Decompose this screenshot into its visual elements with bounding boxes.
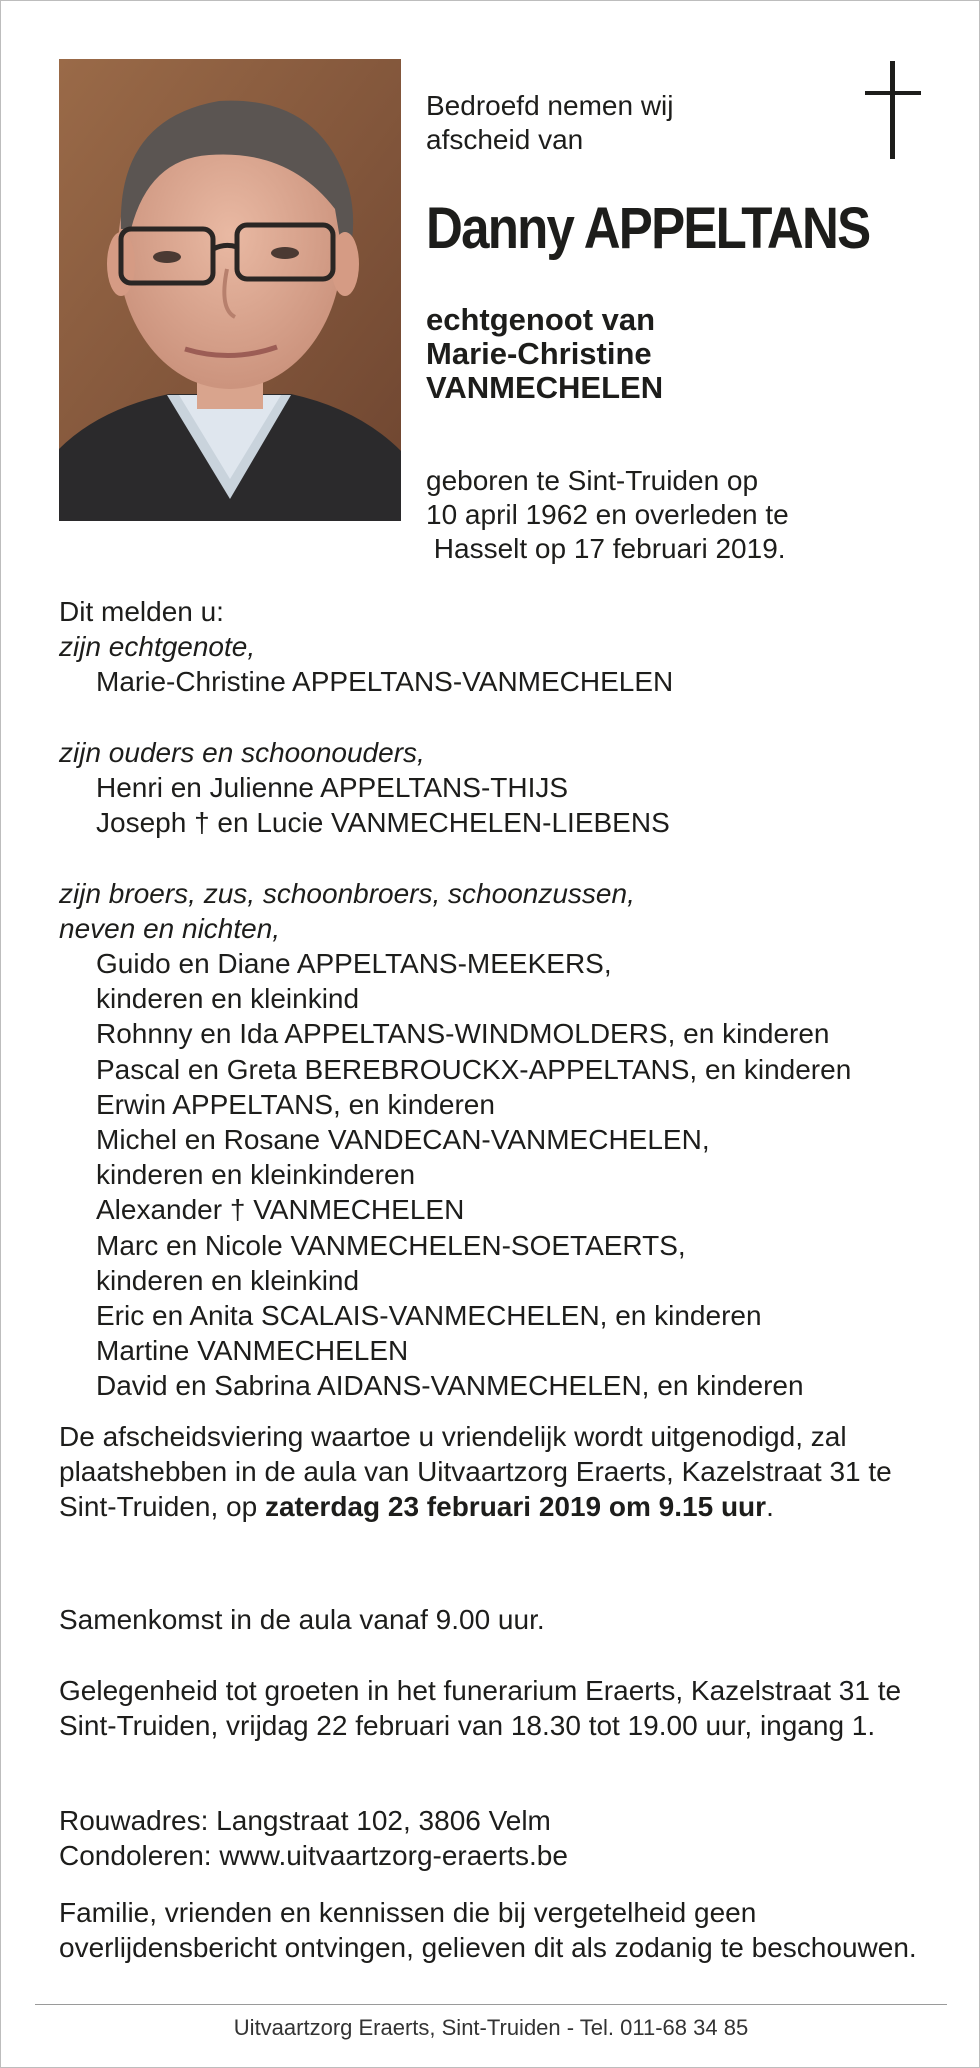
intro-text — [426, 89, 826, 157]
family-group-label: zijn echtgenote, — [59, 631, 256, 663]
family-list — [59, 594, 949, 1404]
family-heading: Dit melden u: — [59, 596, 224, 627]
family-member: kinderen en kleinkind — [96, 983, 360, 1015]
contact-paragraph — [59, 1803, 939, 1873]
family-member: Guido en Diane APPELTANS-MEEKERS, — [96, 948, 612, 979]
gathering-paragraph: Samenkomst in de aula vanaf 9.00 uur. — [59, 1604, 545, 1635]
family-member: Eric en Anita SCALAIS-VANMECHELEN, en kinderen — [96, 1300, 762, 1332]
family-member: Erwin APPELTANS, en kinderen — [96, 1088, 495, 1120]
intro-line: afscheid van — [426, 124, 584, 155]
family-member: Alexander † VANMECHELEN — [96, 1194, 465, 1226]
deceased-name: Danny APPELTANS — [426, 196, 870, 261]
ceremony-text: De afscheidsviering waartoe u vriendelijk wordt uitgenodigd, zal plaatshebben in de aula van Uitvaartzorg Eraerts, Kazelstraat 31 te Sint-Truiden, op — [59, 1421, 892, 1523]
family-member: Marc en Nicole VANMECHELEN-SOETAERTS, — [96, 1229, 686, 1261]
spouse-line: VANMECHELEN — [426, 370, 664, 405]
family-member: Marie-Christine APPELTANS-VANMECHELEN — [96, 666, 674, 698]
family-member: Michel en Rosane VANDECAN-VANMECHELEN, — [96, 1124, 710, 1156]
ceremony-paragraph — [59, 1419, 939, 1525]
family-group-label: zijn ouders en schoonouders, — [59, 736, 425, 768]
birth-line: 10 april 1962 en overleden te — [426, 499, 789, 530]
mourning-address: Rouwadres: Langstraat 102, 3806 Velm — [59, 1805, 551, 1836]
family-member: Rohnny en Ida APPELTANS-WINDMOLDERS, en kinderen — [96, 1018, 830, 1050]
spacer — [59, 700, 949, 735]
family-member: kinderen en kleinkind — [96, 1264, 360, 1296]
family-member: Joseph † en Lucie VANMECHELEN-LIEBENS — [96, 807, 670, 839]
birth-line: Hasselt op 17 februari 2019. — [426, 533, 786, 564]
footer-divider — [35, 2004, 947, 2005]
cross-icon — [863, 61, 923, 161]
portrait-illustration — [59, 59, 401, 521]
birth-line: geboren te Sint-Truiden op — [426, 465, 759, 496]
condolence-link[interactable]: Condoleren: www.uitvaartzorg-eraerts.be — [59, 1840, 568, 1872]
family-member: Martine VANMECHELEN — [96, 1335, 409, 1367]
spouse-line: echtgenoot van — [426, 302, 656, 337]
spacer — [59, 840, 949, 875]
ceremony-date: zaterdag 23 februari 2019 om 9.15 uur — [264, 1491, 767, 1523]
viewing-paragraph: Gelegenheid tot groeten in het funerarium Eraerts, Kazelstraat 31 te Sint-Truiden, vrijdag 22 februari van 18.30 tot 19.00 uur, ingang 1. — [59, 1675, 902, 1742]
spouse-info — [426, 303, 906, 405]
family-member: kinderen en kleinkinderen — [96, 1159, 416, 1191]
family-group-label: neven en nichten, — [59, 912, 281, 944]
family-member: Henri en Julienne APPELTANS-THIJS — [96, 772, 569, 803]
closing-paragraph: Familie, vrienden en kennissen die bij vergetelheid geen overlijdensbericht ontvingen, gelieven dit als zodanig te beschouwen. — [59, 1897, 917, 1964]
birth-death-info — [426, 464, 946, 566]
family-member: David en Sabrina AIDANS-VANMECHELEN, en kinderen — [96, 1370, 804, 1402]
footer-text: Uitvaartzorg Eraerts, Sint-Truiden - Tel. 011-68 34 85 — [233, 2015, 749, 2040]
spouse-line: Marie-Christine — [426, 336, 652, 371]
ceremony-period: . — [766, 1491, 774, 1523]
intro-line: Bedroefd nemen wij — [426, 90, 674, 121]
portrait-photo — [59, 59, 401, 521]
family-group-label: zijn broers, zus, schoonbroers, schoonzussen, — [59, 877, 635, 909]
family-member: Pascal en Greta BEREBROUCKX-APPELTANS, en kinderen — [96, 1053, 852, 1085]
